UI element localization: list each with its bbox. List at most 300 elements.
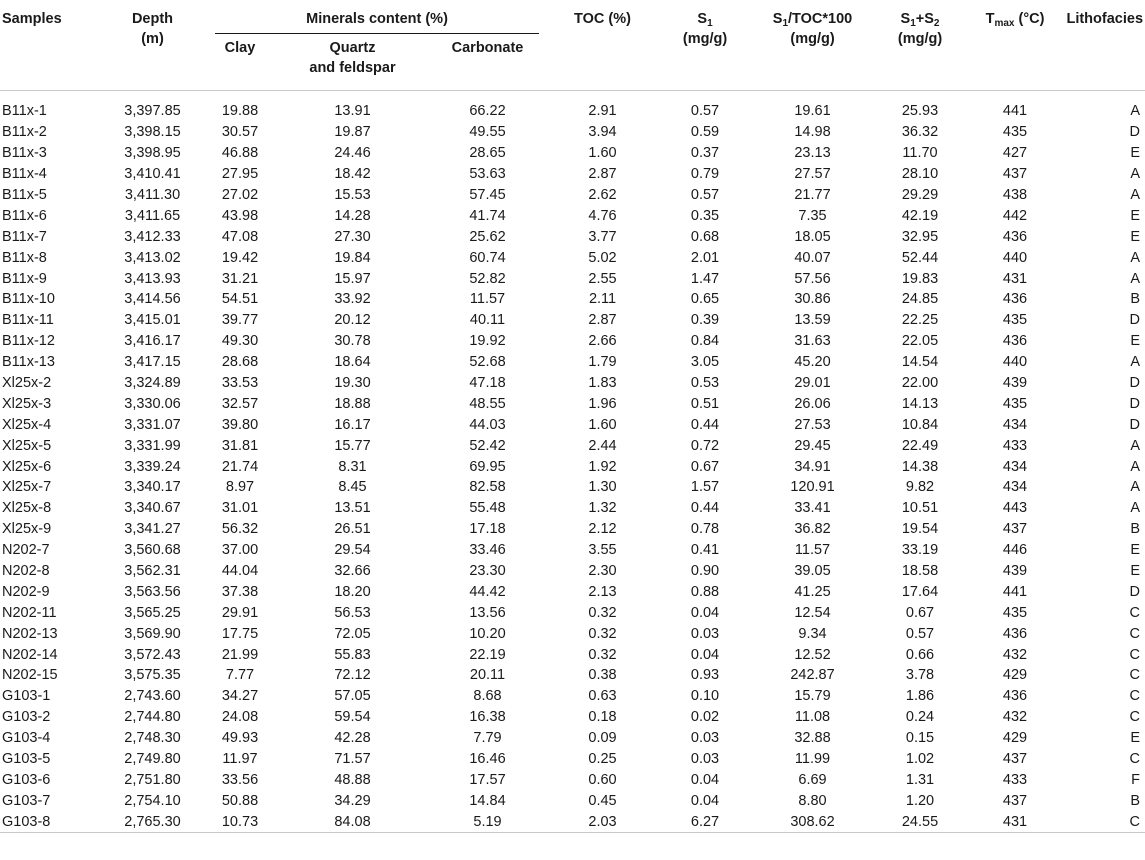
cell-depth: 3,414.56 xyxy=(124,291,181,308)
cell-tmax: 436 xyxy=(1002,228,1028,245)
cell-s1-s2: 24.85 xyxy=(901,291,939,308)
cell-toc: 3.55 xyxy=(588,542,617,559)
cell-depth: 2,751.80 xyxy=(124,771,181,788)
cell-sample: Xl25x-3 xyxy=(2,395,52,412)
cell-lithofacies: B xyxy=(1130,291,1141,308)
cell-clay: 30.57 xyxy=(221,124,259,141)
cell-carbonate: 69.95 xyxy=(469,458,506,475)
cell-sample: B11x-13 xyxy=(2,354,55,371)
cell-clay: 33.56 xyxy=(221,771,259,788)
cell-s1-s2: 10.51 xyxy=(901,500,939,517)
cell-tmax: 435 xyxy=(1002,312,1028,329)
cell-sample: B11x-3 xyxy=(2,145,47,162)
cell-tmax: 435 xyxy=(1002,395,1028,412)
cell-carbonate: 7.79 xyxy=(473,730,502,747)
table-row xyxy=(0,247,1145,268)
cell-lithofacies: C xyxy=(1129,688,1141,705)
cell-depth: 3,560.68 xyxy=(124,542,181,559)
cell-tmax: 441 xyxy=(1002,103,1028,120)
cell-s1: 0.68 xyxy=(690,228,720,245)
table-row xyxy=(0,561,1145,582)
cell-tmax: 431 xyxy=(1002,270,1028,287)
cell-quartz-feldspar: 57.05 xyxy=(334,688,371,705)
cell-tmax: 436 xyxy=(1002,291,1028,308)
cell-clay: 7.77 xyxy=(225,667,255,684)
cell-clay: 19.42 xyxy=(221,249,259,266)
cell-sample: B11x-9 xyxy=(2,270,47,287)
cell-toc: 0.25 xyxy=(588,751,617,768)
cell-sample: G103-7 xyxy=(2,792,51,809)
cell-toc: 0.32 xyxy=(588,646,617,663)
cell-tmax: 436 xyxy=(1002,333,1028,350)
cell-toc: 3.77 xyxy=(588,228,617,245)
cell-depth: 3,569.90 xyxy=(124,625,181,642)
cell-quartz-feldspar: 42.28 xyxy=(334,730,371,747)
cell-depth: 3,340.67 xyxy=(124,500,181,517)
cell-carbonate: 28.65 xyxy=(469,145,506,162)
cell-s1: 0.44 xyxy=(690,416,720,433)
header-carbonate: Carbonate xyxy=(451,40,524,56)
cell-sample: N202-8 xyxy=(2,563,50,580)
cell-toc: 0.60 xyxy=(588,771,617,788)
table-row xyxy=(0,164,1145,185)
cell-depth: 3,341.27 xyxy=(124,521,181,538)
table-row xyxy=(0,519,1145,540)
cell-sample: N202-9 xyxy=(2,583,50,600)
cell-clay: 50.88 xyxy=(221,792,259,809)
cell-s1: 0.44 xyxy=(690,500,720,517)
cell-s1-s2: 24.55 xyxy=(875,811,965,832)
cell-toc: 2.62 xyxy=(588,187,617,203)
cell-lithofacies: B xyxy=(1130,521,1141,538)
cell-quartz-feldspar: 19.84 xyxy=(334,249,371,266)
cell-tmax: 432 xyxy=(1002,709,1028,726)
cell-quartz-feldspar: 30.78 xyxy=(334,333,371,350)
cell-carbonate: 47.18 xyxy=(469,375,506,392)
cell-toc: 2.66 xyxy=(588,333,617,350)
cell-toc: 2.87 xyxy=(588,166,617,183)
table-row xyxy=(0,205,1145,226)
cell-s1-toc: 6.69 xyxy=(798,771,827,788)
table-row xyxy=(0,749,1145,770)
cell-lithofacies: E xyxy=(1130,228,1141,245)
cell-quartz-feldspar: 16.17 xyxy=(334,416,371,433)
table-row xyxy=(0,435,1145,456)
cell-clay: 33.53 xyxy=(221,375,259,392)
cell-lithofacies: D xyxy=(1129,124,1141,141)
cell-carbonate: 52.68 xyxy=(469,354,506,371)
cell-s1: 0.39 xyxy=(690,312,720,329)
cell-lithofacies: F xyxy=(1131,771,1141,788)
cell-sample: B11x-7 xyxy=(2,228,47,245)
cell-quartz-feldspar: 18.20 xyxy=(334,583,371,600)
cell-toc: 2.13 xyxy=(588,583,617,600)
cell-s1-s2: 25.93 xyxy=(901,103,939,120)
cell-depth: 3,411.30 xyxy=(124,187,181,203)
cell-tmax: 435 xyxy=(1002,124,1028,141)
cell-lithofacies: E xyxy=(1130,563,1141,580)
header-minerals-content: Minerals content (%) xyxy=(205,0,545,34)
cell-s1-toc: 33.41 xyxy=(794,500,831,517)
cell-clay: 24.08 xyxy=(221,709,259,726)
cell-depth: 3,565.25 xyxy=(124,604,181,621)
cell-carbonate: 20.11 xyxy=(469,667,506,684)
cell-tmax: 436 xyxy=(1002,625,1028,642)
cell-clay: 54.51 xyxy=(221,291,259,308)
cell-sample: Xl25x-7 xyxy=(2,479,52,496)
cell-tmax: 437 xyxy=(1002,792,1028,809)
cell-clay: 21.74 xyxy=(221,458,259,475)
table-row xyxy=(0,665,1145,686)
table-row xyxy=(0,477,1145,498)
cell-clay: 43.98 xyxy=(221,207,259,224)
cell-sample: B11x-1 xyxy=(2,103,47,120)
cell-clay: 11.97 xyxy=(222,751,258,768)
cell-s1-toc: 308.62 xyxy=(750,811,875,832)
cell-depth: 3,340.17 xyxy=(124,479,181,496)
cell-carbonate: 8.68 xyxy=(473,688,502,705)
cell-s1-toc: 31.63 xyxy=(794,333,831,350)
cell-lithofacies: A xyxy=(1130,479,1141,496)
table-row xyxy=(0,310,1145,331)
cell-sample: N202-14 xyxy=(2,646,58,663)
cell-lithofacies: A xyxy=(1130,270,1141,287)
cell-toc: 3.94 xyxy=(588,124,617,141)
cell-carbonate: 40.11 xyxy=(469,312,506,329)
cell-carbonate: 60.74 xyxy=(469,249,506,266)
cell-sample: B11x-12 xyxy=(2,333,55,350)
cell-sample: G103-2 xyxy=(2,709,51,726)
cell-carbonate: 57.45 xyxy=(469,187,506,203)
cell-s1-s2: 33.19 xyxy=(901,542,939,559)
cell-sample: Xl25x-8 xyxy=(2,500,52,517)
cell-toc: 1.96 xyxy=(588,395,617,412)
cell-depth: 3,417.15 xyxy=(124,354,181,371)
cell-depth: 3,339.24 xyxy=(124,458,181,475)
cell-lithofacies: A xyxy=(1130,187,1141,203)
table-body xyxy=(0,101,1145,833)
cell-tmax: 427 xyxy=(1002,145,1028,162)
cell-s1-toc: 12.52 xyxy=(794,646,831,663)
cell-s1: 0.03 xyxy=(690,751,720,768)
cell-sample: G103-6 xyxy=(2,771,51,788)
cell-s1-toc: 29.45 xyxy=(794,437,831,454)
cell-lithofacies: D xyxy=(1129,583,1141,600)
cell-sample: B11x-4 xyxy=(2,166,47,183)
cell-clay: 27.95 xyxy=(221,166,259,183)
cell-carbonate: 25.62 xyxy=(469,228,506,245)
cell-tmax: 443 xyxy=(1002,500,1028,517)
cell-quartz-feldspar: 56.53 xyxy=(334,604,371,621)
cell-s1-toc: 27.53 xyxy=(794,416,831,433)
cell-s1-toc: 7.35 xyxy=(798,207,827,224)
cell-tmax: 440 xyxy=(1002,249,1028,266)
cell-s1-toc: 23.13 xyxy=(794,145,831,162)
cell-toc: 1.32 xyxy=(588,500,617,517)
cell-carbonate: 13.56 xyxy=(469,604,506,621)
cell-carbonate: 17.57 xyxy=(469,771,506,788)
cell-s1: 0.65 xyxy=(690,291,720,308)
cell-s1: 0.53 xyxy=(690,375,720,392)
cell-sample: N202-13 xyxy=(2,625,58,642)
table-row xyxy=(0,268,1145,289)
cell-s1-toc: 26.06 xyxy=(794,395,831,412)
cell-toc: 1.60 xyxy=(588,145,617,162)
cell-lithofacies: E xyxy=(1130,207,1141,224)
cell-sample: G103-4 xyxy=(2,730,51,747)
cell-s1: 0.04 xyxy=(690,646,720,663)
cell-carbonate: 33.46 xyxy=(469,542,506,559)
cell-s1-s2: 32.95 xyxy=(901,228,939,245)
cell-toc: 2.55 xyxy=(588,270,617,287)
cell-s1: 0.88 xyxy=(690,583,720,600)
cell-clay: 31.21 xyxy=(221,270,259,287)
cell-carbonate: 17.18 xyxy=(469,521,506,538)
cell-clay: 34.27 xyxy=(221,688,259,705)
cell-depth: 3,324.89 xyxy=(124,375,181,392)
cell-tmax: 440 xyxy=(1002,354,1028,371)
cell-s1: 0.79 xyxy=(690,166,720,183)
cell-quartz-feldspar: 18.88 xyxy=(334,395,371,412)
cell-depth: 2,748.30 xyxy=(124,730,181,747)
cell-quartz-feldspar: 8.45 xyxy=(338,479,367,496)
cell-lithofacies: E xyxy=(1130,145,1141,162)
cell-s1-toc: 45.20 xyxy=(794,354,831,371)
cell-clay: 8.97 xyxy=(225,479,255,496)
cell-s1-toc: 36.82 xyxy=(794,521,831,538)
cell-quartz-feldspar: 15.53 xyxy=(334,187,371,203)
cell-tmax: 433 xyxy=(1002,437,1028,454)
cell-lithofacies: E xyxy=(1130,333,1141,350)
cell-sample: B11x-2 xyxy=(2,124,47,141)
cell-lithofacies: D xyxy=(1129,375,1141,392)
cell-clay: 10.73 xyxy=(205,811,275,832)
cell-quartz-feldspar: 18.64 xyxy=(334,354,371,371)
cell-sample: B11x-10 xyxy=(2,291,55,308)
cell-tmax: 438 xyxy=(1002,187,1028,203)
cell-tmax: 434 xyxy=(1002,416,1028,433)
cell-clay: 31.81 xyxy=(221,437,259,454)
cell-s1-s2: 52.44 xyxy=(901,249,939,266)
table-row xyxy=(0,728,1145,749)
cell-carbonate: 5.19 xyxy=(430,811,545,832)
cell-depth: 3,331.99 xyxy=(124,437,181,454)
cell-quartz-feldspar: 34.29 xyxy=(334,792,371,809)
cell-s1-s2: 11.70 xyxy=(902,145,938,162)
cell-toc: 2.91 xyxy=(588,103,617,120)
cell-clay: 47.08 xyxy=(221,228,259,245)
table-row xyxy=(0,352,1145,373)
cell-toc: 2.03 xyxy=(545,811,660,832)
cell-quartz-feldspar: 29.54 xyxy=(334,542,371,559)
cell-lithofacies: E xyxy=(1130,730,1141,747)
cell-tmax: 436 xyxy=(1002,688,1028,705)
cell-quartz-feldspar: 24.46 xyxy=(334,145,371,162)
cell-quartz-feldspar: 19.30 xyxy=(334,375,371,392)
cell-s1-toc: 9.34 xyxy=(798,625,827,642)
table-row xyxy=(0,414,1145,435)
cell-toc: 0.18 xyxy=(588,709,617,726)
cell-toc: 2.30 xyxy=(588,563,617,580)
cell-sample: B11x-11 xyxy=(2,312,54,329)
cell-s1-toc: 34.91 xyxy=(794,458,831,475)
cell-s1-toc: 13.59 xyxy=(794,312,831,329)
cell-quartz-feldspar: 15.97 xyxy=(334,270,371,287)
header-tmax: $T_{max}$ (°C) xyxy=(985,11,1045,29)
cell-carbonate: 16.38 xyxy=(469,709,506,726)
cell-depth: 3,411.65 xyxy=(124,207,181,224)
cell-s1: 0.90 xyxy=(690,563,720,580)
table-row xyxy=(0,122,1145,143)
cell-quartz-feldspar: 14.28 xyxy=(334,207,371,224)
cell-s1-s2: 14.38 xyxy=(901,458,939,475)
cell-s1-s2: 1.31 xyxy=(905,771,935,788)
cell-toc: 0.32 xyxy=(588,625,617,642)
cell-quartz-feldspar: 71.57 xyxy=(334,751,371,768)
table-row xyxy=(0,143,1145,164)
cell-carbonate: 44.03 xyxy=(469,416,506,433)
cell-tmax: 433 xyxy=(1002,771,1028,788)
cell-tmax: 432 xyxy=(1002,646,1028,663)
table-row xyxy=(0,331,1145,352)
cell-clay: 21.99 xyxy=(221,646,259,663)
cell-s1-toc: 11.08 xyxy=(794,709,831,726)
cell-quartz-feldspar: 20.12 xyxy=(334,312,371,329)
cell-sample: B11x-8 xyxy=(2,249,47,266)
cell-s1: 0.84 xyxy=(690,333,720,350)
cell-tmax: 439 xyxy=(1002,563,1028,580)
cell-s1-s2: 14.54 xyxy=(901,354,939,371)
cell-lithofacies: D xyxy=(1129,312,1141,329)
cell-s1-toc: 11.99 xyxy=(794,751,831,768)
cell-s1: 0.93 xyxy=(690,667,720,684)
cell-depth: 3,397.85 xyxy=(124,103,181,120)
cell-s1-toc: 39.05 xyxy=(794,563,831,580)
cell-quartz-feldspar: 8.31 xyxy=(338,458,367,475)
cell-s1-toc: 242.87 xyxy=(790,667,835,684)
cell-depth: 3,412.33 xyxy=(124,228,181,245)
table-row xyxy=(0,602,1145,623)
cell-lithofacies: C xyxy=(1129,709,1141,726)
cell-sample: N202-15 xyxy=(2,667,58,684)
cell-carbonate: 11.57 xyxy=(469,291,506,308)
cell-clay: 31.01 xyxy=(221,500,259,517)
cell-sample: Xl25x-4 xyxy=(2,416,52,433)
cell-s1: 0.03 xyxy=(690,730,720,747)
cell-depth: 3,413.93 xyxy=(124,270,181,287)
header-samples: Samples xyxy=(2,11,62,27)
cell-s1-s2: 1.02 xyxy=(905,751,935,768)
cell-tmax: 435 xyxy=(1002,604,1028,621)
cell-s1: 0.04 xyxy=(690,792,720,809)
cell-s1-toc: 19.61 xyxy=(794,103,831,120)
cell-depth: 3,562.31 xyxy=(124,563,181,580)
cell-carbonate: 22.19 xyxy=(469,646,506,663)
cell-s1-toc: 15.79 xyxy=(794,688,831,705)
table-row xyxy=(0,707,1145,728)
cell-s1: 0.04 xyxy=(690,604,720,621)
cell-toc: 0.09 xyxy=(588,730,617,747)
cell-depth: 3,331.07 xyxy=(124,416,181,433)
cell-toc: 2.11 xyxy=(588,291,617,308)
cell-s1-s2: 1.86 xyxy=(905,688,935,705)
cell-lithofacies: C xyxy=(1129,667,1141,684)
cell-clay: 39.80 xyxy=(221,416,259,433)
cell-sample: B11x-5 xyxy=(2,187,47,203)
cell-lithofacies: D xyxy=(1129,416,1141,433)
cell-s1-s2: 22.49 xyxy=(901,437,939,454)
cell-s1-toc: 120.91 xyxy=(790,479,835,496)
table-row xyxy=(0,373,1145,394)
cell-s1: 6.27 xyxy=(660,811,750,832)
cell-s1-s2: 17.64 xyxy=(901,583,939,600)
cell-s1-s2: 29.29 xyxy=(901,187,939,203)
cell-quartz-feldspar: 27.30 xyxy=(334,228,371,245)
cell-lithofacies: A xyxy=(1130,249,1141,266)
cell-s1-s2: 18.58 xyxy=(901,563,939,580)
table-row xyxy=(0,226,1145,247)
cell-s1-toc: 12.54 xyxy=(794,604,831,621)
cell-s1-s2: 22.25 xyxy=(901,312,939,329)
cell-s1-toc: 30.86 xyxy=(794,291,831,308)
cell-lithofacies: A xyxy=(1130,458,1141,475)
cell-tmax: 429 xyxy=(1002,730,1028,747)
cell-sample: G103-8 xyxy=(0,811,100,832)
header-s1: $S_1$ (mg/g) xyxy=(682,11,728,47)
cell-s1-s2: 28.10 xyxy=(901,166,939,183)
cell-s1: 3.05 xyxy=(690,354,720,371)
cell-carbonate: 23.30 xyxy=(469,563,506,580)
cell-s1-s2: 0.66 xyxy=(905,646,935,663)
table-row xyxy=(0,185,1145,206)
cell-depth: 2,743.60 xyxy=(124,688,181,705)
cell-lithofacies: C xyxy=(1129,751,1141,768)
cell-lithofacies: C xyxy=(1129,604,1141,621)
cell-carbonate: 55.48 xyxy=(469,500,506,517)
cell-s1: 2.01 xyxy=(690,249,720,266)
cell-lithofacies: A xyxy=(1130,166,1141,183)
cell-carbonate: 14.84 xyxy=(469,792,506,809)
cell-depth: 3,575.35 xyxy=(124,667,181,684)
cell-s1-toc: 32.88 xyxy=(794,730,831,747)
cell-quartz-feldspar: 15.77 xyxy=(334,437,371,454)
cell-carbonate: 52.82 xyxy=(469,270,506,287)
cell-s1: 0.35 xyxy=(690,207,720,224)
cell-toc: 0.63 xyxy=(588,688,617,705)
cell-quartz-feldspar: 18.42 xyxy=(334,166,371,183)
cell-lithofacies: C xyxy=(1129,646,1141,663)
cell-s1-s2: 0.15 xyxy=(905,730,935,747)
cell-sample: N202-11 xyxy=(2,604,57,621)
header-toc: TOC (%) xyxy=(574,11,631,27)
cell-lithofacies: C xyxy=(1065,811,1145,832)
cell-clay: 28.68 xyxy=(221,354,259,371)
header-lithofacies: Lithofacies xyxy=(1066,11,1144,27)
table-row xyxy=(0,811,1145,832)
table-row xyxy=(0,393,1145,414)
cell-depth: 2,749.80 xyxy=(124,751,181,768)
cell-lithofacies: A xyxy=(1130,437,1141,454)
cell-tmax: 434 xyxy=(1002,458,1028,475)
cell-s1: 0.78 xyxy=(690,521,720,538)
cell-depth: 3,563.56 xyxy=(124,583,181,600)
cell-quartz-feldspar: 32.66 xyxy=(334,563,371,580)
cell-s1: 0.59 xyxy=(690,124,720,141)
header-s1-toc: $S_1/TOC*100$ (mg/g) xyxy=(772,11,853,47)
cell-s1-s2: 3.78 xyxy=(905,667,935,684)
cell-carbonate: 82.58 xyxy=(469,479,506,496)
table-row xyxy=(0,770,1145,791)
